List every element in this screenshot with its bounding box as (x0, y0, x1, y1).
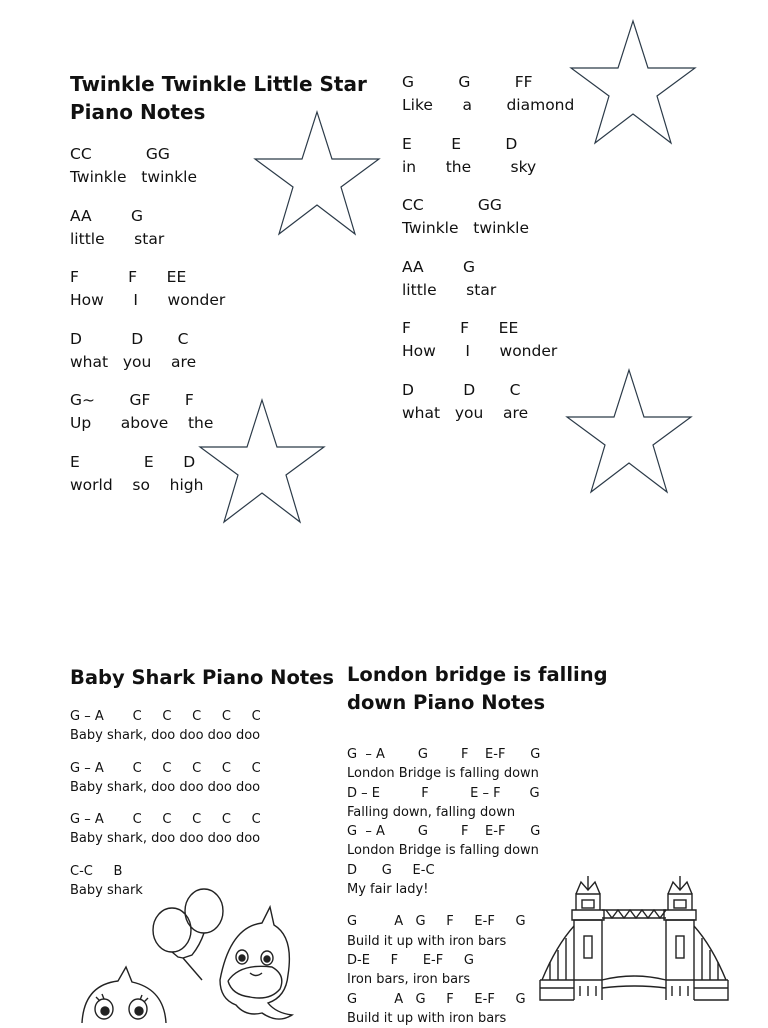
london-line: D – E F E – F G (347, 785, 540, 801)
baby-shark-line (70, 746, 261, 759)
twinkle-right-line: AA G (402, 257, 476, 276)
twinkle-right-notes (402, 71, 574, 425)
tower-bridge-icon (536, 876, 732, 1004)
twinkle-right-line: what you are (402, 403, 529, 422)
twinkle-left-line: Up above the (70, 414, 214, 432)
baby-shark-line: G – A C C C C C (70, 760, 261, 776)
london-line: D-E F E-F G (347, 952, 474, 968)
twinkle-right-line: CC GG (402, 196, 502, 214)
baby-shark-illustration (80, 885, 300, 1024)
twinkle-title-line2: Piano Notes (70, 100, 206, 124)
baby-shark-line: Baby shark, doo doo doo doo (70, 779, 261, 795)
london-line (347, 899, 540, 912)
twinkle-left-line: G~ GF F (70, 391, 194, 409)
baby-shark-line: Baby shark (70, 883, 143, 899)
london-line: G A G F E-F G (347, 991, 526, 1007)
twinkle-left-line: CC GG (70, 145, 170, 163)
star-icon (195, 396, 329, 530)
twinkle-left-line: D D C (70, 329, 189, 348)
twinkle-right-line: E E D (402, 134, 518, 153)
london-line: My fair lady! (347, 882, 429, 898)
star-icon (250, 108, 384, 242)
london-line: G – A G F E-F G (347, 824, 541, 840)
twinkle-left-line: AA G (70, 206, 144, 225)
star-icon (566, 17, 700, 151)
twinkle-right-line (402, 302, 574, 318)
twinkle-right-line (402, 117, 574, 133)
twinkle-right-line: Twinkle twinkle (402, 219, 530, 237)
london-title-line1: London bridge is falling (347, 663, 608, 686)
london-line: London Bridge is falling down (347, 766, 539, 782)
twinkle-right-line: D D C (402, 380, 521, 399)
london-line: Build it up with iron bars (347, 933, 507, 949)
twinkle-left-line (70, 312, 225, 328)
twinkle-right-line: little star (402, 280, 497, 299)
twinkle-right-line: How I wonder (402, 342, 558, 360)
twinkle-right-line: F F EE (402, 319, 519, 337)
london-line: D G E-C (347, 862, 435, 878)
baby-shark-line: G – A C C C C C (70, 709, 261, 724)
baby-shark-line (70, 849, 261, 862)
london-line: Build it up with iron bars (347, 1010, 507, 1026)
twinkle-right-line (402, 179, 574, 195)
baby-shark-line: C-C B (70, 863, 123, 879)
london-line: G – A G F E-F G (347, 747, 541, 762)
baby-shark-line (70, 797, 261, 810)
twinkle-right-line: Like a diamond (402, 96, 575, 114)
twinkle-right-line (402, 240, 574, 256)
london-notes (347, 745, 540, 1028)
london-line: G A G F E-F G (347, 914, 526, 930)
baby-shark-notes (70, 707, 261, 900)
london-title-line2: down Piano Notes (347, 691, 546, 714)
london-line: Iron bars, iron bars (347, 972, 471, 988)
baby-shark-line: G – A C C C C C (70, 812, 261, 828)
london-title (347, 661, 608, 717)
london-line: Falling down, falling down (347, 804, 516, 820)
baby-shark-title: Baby Shark Piano Notes (70, 666, 335, 689)
twinkle-left-line (70, 189, 225, 205)
twinkle-left-line: E E D (70, 452, 196, 471)
twinkle-left-line (70, 251, 225, 267)
baby-shark-line: Baby shark, doo doo doo doo (70, 831, 261, 847)
twinkle-left-line: F F EE (70, 268, 187, 286)
twinkle-left-line: world so high (70, 475, 204, 494)
twinkle-left-line (70, 374, 225, 390)
twinkle-title-line1: Twinkle Twinkle Little Star (70, 72, 367, 96)
twinkle-left-line: little star (70, 229, 165, 248)
twinkle-right-line (402, 363, 574, 379)
twinkle-right-line: G G FF (402, 73, 533, 91)
twinkle-left-line: Twinkle twinkle (70, 168, 198, 186)
twinkle-left-line: what you are (70, 352, 197, 371)
star-icon (562, 366, 696, 500)
twinkle-left-line: How I wonder (70, 291, 226, 309)
twinkle-right-line: in the sky (402, 157, 537, 176)
baby-shark-line: Baby shark, doo doo doo doo (70, 728, 261, 744)
london-line: London Bridge is falling down (347, 843, 539, 859)
